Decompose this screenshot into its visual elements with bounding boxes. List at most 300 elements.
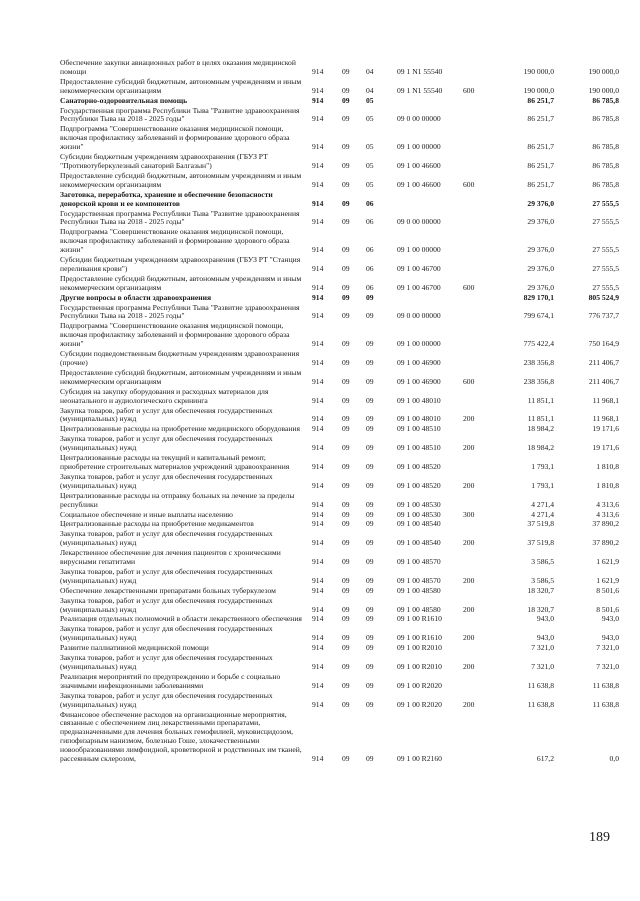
amount-year-1: 4 271,4 bbox=[531, 509, 554, 519]
expense-type-code: 200 bbox=[463, 662, 475, 671]
amount-year-1: 29 376,0 bbox=[527, 282, 554, 292]
grbs-code: 914 bbox=[312, 614, 324, 624]
amount-year-2: 27 555,5 bbox=[592, 245, 619, 255]
item-name: Предоставление субсидий бюджетным, автономным учреждениям и иным некоммерческим организациям bbox=[60, 170, 302, 189]
grbs-code: 914 bbox=[312, 395, 324, 405]
grbs-code: 914 bbox=[312, 557, 324, 567]
amount-year-1: 18 984,2 bbox=[527, 424, 554, 434]
subsection-code: 06 bbox=[366, 263, 374, 273]
expense-type-code: 200 bbox=[463, 633, 475, 643]
section-code: 09 bbox=[342, 699, 350, 709]
section-code: 09 bbox=[342, 754, 350, 764]
amount-year-2: 7 321,0 bbox=[596, 643, 619, 653]
section-code: 09 bbox=[342, 339, 350, 349]
expense-type-code: 200 bbox=[463, 575, 475, 585]
item-name: Санаторно-оздоровительная помощь bbox=[60, 95, 188, 105]
section-code: 09 bbox=[342, 480, 350, 490]
section-code: 09 bbox=[342, 245, 350, 255]
section-code: 09 bbox=[342, 263, 350, 273]
subsection-code: 09 bbox=[366, 292, 374, 302]
amount-year-2: 19 171,6 bbox=[592, 443, 619, 453]
target-article-code: 09 1 00 46900 bbox=[397, 376, 441, 386]
subsection-code: 06 bbox=[366, 245, 374, 255]
expense-type-code: 600 bbox=[463, 376, 475, 386]
amount-year-2: 1 621,9 bbox=[596, 575, 619, 585]
table-row bbox=[60, 691, 620, 710]
target-article-code: 09 1 00 48010 bbox=[397, 414, 441, 424]
subsection-code: 09 bbox=[366, 480, 374, 490]
target-article-code bbox=[395, 293, 463, 303]
amount-year-1: 829 170,1 bbox=[523, 292, 554, 302]
item-name: Предоставление субсидий бюджетным, автономным учреждениям и иным некоммерческим организациям bbox=[60, 273, 302, 292]
target-article-code: 09 1 00 48580 bbox=[397, 585, 441, 595]
item-name: Закупка товаров, работ и услуг для обеспечения государственных (муниципальных) нужд bbox=[60, 405, 273, 424]
section-code: 09 bbox=[342, 198, 350, 208]
target-article-code: 09 1 00 48570 bbox=[397, 557, 441, 567]
target-article-code: 09 1 00 46700 bbox=[397, 263, 441, 273]
target-article-code: 09 1 00 48580 bbox=[397, 604, 441, 614]
amount-year-1: 86 251,7 bbox=[527, 114, 554, 124]
grbs-code: 914 bbox=[312, 604, 324, 614]
page-number: 189 bbox=[589, 830, 610, 845]
target-article-code: 09 1 00 R2010 bbox=[397, 662, 442, 671]
expense-type-code: 200 bbox=[463, 480, 475, 490]
section-code: 09 bbox=[342, 358, 350, 367]
grbs-code: 914 bbox=[312, 339, 324, 349]
expense-type-code: 200 bbox=[463, 604, 475, 614]
subsection-code: 09 bbox=[366, 680, 374, 690]
expense-type-code bbox=[463, 453, 491, 472]
amount-year-1: 7 321,0 bbox=[531, 662, 554, 671]
budget-table bbox=[60, 58, 620, 764]
item-name: Централизованные расходы на текущий и капитальный ремонт, приобретение строительных материалов учреждений здравоохранения bbox=[60, 453, 290, 471]
table-row bbox=[60, 406, 620, 425]
item-name: Реализация мероприятий по предупреждению и борьбе с социально значимыми инфекционными заболеваниями bbox=[60, 671, 281, 690]
section-code: 09 bbox=[342, 424, 350, 434]
expense-type-code bbox=[463, 548, 491, 567]
expense-type-code bbox=[463, 349, 491, 368]
table-row bbox=[60, 274, 620, 293]
amount-year-2: 27 555,5 bbox=[592, 263, 619, 273]
section-code: 09 bbox=[342, 85, 350, 95]
section-code: 09 bbox=[342, 557, 350, 567]
item-name: Лекарственное обеспечение для лечения пациентов с хроническими вирусными гепатитами bbox=[60, 548, 281, 567]
section-code: 09 bbox=[342, 680, 350, 690]
amount-year-2: 776 737,7 bbox=[588, 311, 619, 321]
target-article-code: 09 1 00 R1610 bbox=[397, 614, 442, 624]
subsection-code: 09 bbox=[366, 662, 374, 671]
amount-year-1: 943,0 bbox=[536, 614, 554, 624]
subsection-code: 09 bbox=[366, 754, 374, 764]
item-name: Обеспечение лекарственными препаратами больных туберкулезом bbox=[60, 585, 276, 595]
grbs-code: 914 bbox=[312, 414, 324, 424]
grbs-code: 914 bbox=[312, 282, 324, 292]
item-name: Реализация отдельных полномочий в области лекарственного обеспечения bbox=[60, 614, 302, 624]
subsection-code: 05 bbox=[366, 179, 374, 189]
subsection-code: 09 bbox=[366, 575, 374, 585]
item-name: Субсидия на закупку оборудования и расходных материалов для неонатального и аудиологического скрининга bbox=[60, 386, 269, 405]
amount-year-1: 11 851,1 bbox=[527, 395, 554, 405]
target-article-code bbox=[395, 96, 463, 106]
grbs-code: 914 bbox=[312, 699, 324, 709]
target-article-code: 09 1 N1 55540 bbox=[397, 85, 443, 95]
amount-year-2: 7 321,0 bbox=[596, 662, 619, 671]
subsection-code: 09 bbox=[366, 614, 374, 624]
section-code: 09 bbox=[342, 443, 350, 453]
grbs-code: 914 bbox=[312, 198, 324, 208]
amount-year-2: 86 785,8 bbox=[592, 160, 619, 170]
section-code: 09 bbox=[342, 499, 350, 509]
section-code: 09 bbox=[342, 292, 350, 302]
amount-year-2: 37 890,2 bbox=[592, 519, 619, 529]
expense-type-code: 200 bbox=[463, 414, 475, 424]
amount-year-1: 86 251,7 bbox=[527, 179, 554, 189]
table-row bbox=[60, 96, 620, 106]
item-name: Субсидии бюджетным учреждениям здравоохранения (ГБУЗ РТ "Противотуберкулезный санаторий Балгазын") bbox=[60, 152, 268, 170]
table-row bbox=[60, 293, 620, 303]
amount-year-2: 0,0 bbox=[609, 754, 619, 764]
amount-year-1: 29 376,0 bbox=[527, 217, 554, 227]
grbs-code: 914 bbox=[312, 114, 324, 124]
subsection-code: 09 bbox=[366, 443, 374, 453]
table-row bbox=[60, 491, 620, 510]
section-code: 09 bbox=[342, 538, 350, 548]
expense-type-code bbox=[463, 586, 491, 596]
item-name: Закупка товаров, работ и услуг для обеспечения государственных (муниципальных) нужд bbox=[60, 624, 273, 643]
amount-year-2: 805 524,9 bbox=[588, 292, 619, 302]
grbs-code: 914 bbox=[312, 358, 324, 367]
grbs-code: 914 bbox=[312, 754, 324, 764]
expense-type-code: 200 bbox=[463, 443, 475, 453]
amount-year-1: 18 984,2 bbox=[527, 443, 554, 453]
table-row bbox=[60, 614, 620, 624]
expense-type-code bbox=[463, 710, 491, 764]
subsection-code: 09 bbox=[366, 376, 374, 386]
item-name: Централизованные расходы на отправку больных на лечение за пределы республики bbox=[60, 490, 295, 509]
grbs-code: 914 bbox=[312, 443, 324, 453]
budget-table-container bbox=[60, 58, 620, 764]
table-row bbox=[60, 303, 620, 322]
subsection-code: 06 bbox=[366, 217, 374, 227]
amount-year-1: 775 422,4 bbox=[523, 339, 554, 349]
table-row bbox=[60, 434, 620, 453]
target-article-code: 09 1 00 48570 bbox=[397, 575, 441, 585]
expense-type-code bbox=[463, 124, 491, 152]
amount-year-1: 3 586,5 bbox=[531, 575, 554, 585]
section-code: 09 bbox=[342, 114, 350, 124]
target-article-code: 09 1 00 48530 bbox=[397, 509, 441, 519]
expense-type-code bbox=[463, 321, 491, 349]
grbs-code: 914 bbox=[312, 575, 324, 585]
grbs-code: 914 bbox=[312, 292, 324, 302]
item-name: Закупка товаров, работ и услуг для обеспечения государственных (муниципальных) нужд bbox=[60, 653, 273, 671]
amount-year-1: 86 251,7 bbox=[527, 142, 554, 152]
item-name: Централизованные расходы на приобретение медицинского оборудования bbox=[60, 424, 300, 434]
table-row bbox=[60, 77, 620, 96]
table-row bbox=[60, 424, 620, 434]
target-article-code: 09 1 00 R1610 bbox=[397, 633, 442, 643]
amount-year-1: 3 586,5 bbox=[531, 557, 554, 567]
expense-type-code bbox=[463, 190, 491, 209]
amount-year-1: 86 251,7 bbox=[527, 160, 554, 170]
section-code: 09 bbox=[342, 142, 350, 152]
expense-type-code bbox=[463, 387, 491, 406]
section-code: 09 bbox=[342, 95, 350, 105]
grbs-code: 914 bbox=[312, 538, 324, 548]
item-name: Обеспечение закупки авиационных работ в целях оказания медицинской помощи bbox=[60, 58, 296, 76]
table-row bbox=[60, 190, 620, 209]
target-article-code: 09 1 00 R2020 bbox=[397, 680, 442, 690]
subsection-code: 05 bbox=[366, 160, 374, 170]
amount-year-2: 943,0 bbox=[601, 633, 619, 643]
table-row bbox=[60, 624, 620, 643]
grbs-code: 914 bbox=[312, 179, 324, 189]
table-row bbox=[60, 209, 620, 228]
table-row bbox=[60, 548, 620, 567]
item-name: Закупка товаров, работ и услуг для обеспечения государственных (муниципальных) нужд bbox=[60, 595, 273, 614]
grbs-code: 914 bbox=[312, 461, 324, 471]
expense-type-code bbox=[463, 424, 491, 434]
table-row bbox=[60, 596, 620, 615]
expense-type-code bbox=[463, 106, 491, 125]
subsection-code: 09 bbox=[366, 395, 374, 405]
subsection-code: 09 bbox=[366, 499, 374, 509]
grbs-code: 914 bbox=[312, 217, 324, 227]
item-name: Централизованные расходы на приобретение медикаментов bbox=[60, 519, 254, 529]
subsection-code: 09 bbox=[366, 424, 374, 434]
table-row bbox=[60, 529, 620, 548]
table-row bbox=[60, 567, 620, 586]
subsection-code: 05 bbox=[366, 114, 374, 124]
item-name: Заготовка, переработка, хранение и обеспечение безопасности донорской крови и ее компонентов bbox=[60, 189, 273, 208]
expense-type-code bbox=[463, 255, 491, 274]
expense-type-code bbox=[463, 58, 491, 77]
target-article-code bbox=[395, 190, 463, 209]
item-name: Развитие паллиативной медицинской помощи bbox=[60, 643, 209, 653]
amount-year-1: 4 271,4 bbox=[531, 499, 554, 509]
amount-year-1: 11 638,8 bbox=[527, 699, 554, 709]
subsection-code: 09 bbox=[366, 585, 374, 595]
amount-year-1: 11 638,8 bbox=[527, 680, 554, 690]
amount-year-2: 8 501,6 bbox=[596, 585, 619, 595]
amount-year-2: 190 000,0 bbox=[588, 85, 619, 95]
expense-type-code bbox=[463, 209, 491, 228]
amount-year-1: 1 793,1 bbox=[531, 480, 554, 490]
section-code: 09 bbox=[342, 575, 350, 585]
item-name: Закупка товаров, работ и услуг для обеспечения государственных (муниципальных) нужд bbox=[60, 690, 273, 709]
target-article-code: 09 1 N1 55540 bbox=[397, 66, 443, 76]
grbs-code: 914 bbox=[312, 643, 324, 653]
target-article-code: 09 1 00 48530 bbox=[397, 499, 441, 509]
subsection-code: 04 bbox=[366, 66, 374, 76]
subsection-code: 09 bbox=[366, 519, 374, 529]
table-row bbox=[60, 58, 620, 77]
subsection-code: 06 bbox=[366, 198, 374, 208]
amount-year-1: 617,2 bbox=[536, 754, 554, 764]
item-name: Государственная программа Республики Тыва "Развитие здравоохранения Республики Тыва на 2018 - 2025 годы" bbox=[60, 208, 300, 227]
target-article-code: 09 0 00 00000 bbox=[397, 114, 441, 124]
expense-type-code bbox=[463, 96, 491, 106]
grbs-code: 914 bbox=[312, 499, 324, 509]
target-article-code: 09 1 00 00000 bbox=[397, 142, 441, 152]
amount-year-1: 37 519,8 bbox=[527, 538, 554, 548]
target-article-code: 09 1 00 48010 bbox=[397, 395, 441, 405]
table-row bbox=[60, 672, 620, 691]
subsection-code: 09 bbox=[366, 557, 374, 567]
expense-type-code: 200 bbox=[463, 699, 475, 709]
amount-year-1: 943,0 bbox=[536, 633, 554, 643]
amount-year-2: 943,0 bbox=[601, 614, 619, 624]
subsection-code: 05 bbox=[366, 95, 374, 105]
grbs-code: 914 bbox=[312, 519, 324, 529]
item-name: Субсидии подведомственным бюджетным учреждениям здравоохранения (прочие) bbox=[60, 349, 300, 367]
amount-year-1: 18 320,7 bbox=[527, 604, 554, 614]
amount-year-1: 799 674,1 bbox=[523, 311, 554, 321]
amount-year-1: 238 356,8 bbox=[523, 358, 554, 367]
target-article-code: 09 1 00 46600 bbox=[397, 160, 441, 170]
amount-year-2: 211 406,7 bbox=[588, 358, 619, 367]
target-article-code: 09 1 00 46700 bbox=[397, 282, 441, 292]
expense-type-code: 600 bbox=[463, 282, 475, 292]
section-code: 09 bbox=[342, 614, 350, 624]
table-row bbox=[60, 710, 620, 764]
table-row bbox=[60, 510, 620, 520]
section-code: 09 bbox=[342, 662, 350, 671]
grbs-code: 914 bbox=[312, 311, 324, 321]
grbs-code: 914 bbox=[312, 263, 324, 273]
grbs-code: 914 bbox=[312, 376, 324, 386]
target-article-code: 09 1 00 R2020 bbox=[397, 699, 442, 709]
amount-year-2: 8 501,6 bbox=[596, 604, 619, 614]
table-row bbox=[60, 106, 620, 125]
target-article-code: 09 1 00 00000 bbox=[397, 339, 441, 349]
subsection-code: 09 bbox=[366, 699, 374, 709]
grbs-code: 914 bbox=[312, 85, 324, 95]
section-code: 09 bbox=[342, 160, 350, 170]
section-code: 09 bbox=[342, 414, 350, 424]
amount-year-2: 86 785,8 bbox=[592, 179, 619, 189]
expense-type-code: 300 bbox=[463, 509, 475, 519]
expense-type-code bbox=[463, 672, 491, 691]
expense-type-code bbox=[463, 614, 491, 624]
grbs-code: 914 bbox=[312, 585, 324, 595]
amount-year-2: 37 890,2 bbox=[592, 538, 619, 548]
grbs-code: 914 bbox=[312, 662, 324, 671]
expense-type-code bbox=[463, 227, 491, 255]
budget-table-body bbox=[60, 58, 620, 764]
section-code: 09 bbox=[342, 604, 350, 614]
amount-year-2: 86 785,8 bbox=[592, 95, 619, 105]
expense-type-code: 600 bbox=[463, 85, 475, 95]
amount-year-1: 18 320,7 bbox=[527, 585, 554, 595]
grbs-code: 914 bbox=[312, 66, 324, 76]
item-name: Закупка товаров, работ и услуг для обеспечения государственных (муниципальных) нужд bbox=[60, 566, 273, 585]
amount-year-2: 27 555,5 bbox=[592, 217, 619, 227]
target-article-code: 09 0 00 00000 bbox=[397, 311, 441, 321]
target-article-code: 09 1 00 48540 bbox=[397, 519, 441, 529]
table-row bbox=[60, 519, 620, 529]
expense-type-code bbox=[463, 152, 491, 171]
subsection-code: 05 bbox=[366, 142, 374, 152]
table-row bbox=[60, 586, 620, 596]
expense-type-code bbox=[463, 303, 491, 322]
target-article-code: 09 1 00 46600 bbox=[397, 179, 441, 189]
section-code: 09 bbox=[342, 217, 350, 227]
amount-year-1: 29 376,0 bbox=[527, 263, 554, 273]
amount-year-2: 1 810,8 bbox=[596, 461, 619, 471]
target-article-code: 09 1 00 48520 bbox=[397, 480, 441, 490]
table-row bbox=[60, 227, 620, 255]
item-name: Предоставление субсидий бюджетным, автономным учреждениям и иным некоммерческим организациям bbox=[60, 367, 302, 386]
item-name: Подпрограмма "Совершенствование оказания медицинской помощи, включая профилактику заболеваний и формирование здорового образа жизни" bbox=[60, 321, 290, 349]
target-article-code: 09 1 00 48510 bbox=[397, 424, 441, 434]
subsection-code: 09 bbox=[366, 643, 374, 653]
grbs-code: 914 bbox=[312, 424, 324, 434]
target-article-code: 09 1 00 48510 bbox=[397, 443, 441, 453]
amount-year-2: 4 313,6 bbox=[596, 509, 619, 519]
grbs-code: 914 bbox=[312, 142, 324, 152]
target-article-code: 09 0 00 00000 bbox=[397, 217, 441, 227]
item-name: Государственная программа Республики Тыва "Развитие здравоохранения Республики Тыва на 2018 - 2025 годы" bbox=[60, 302, 300, 321]
target-article-code: 09 1 00 46900 bbox=[397, 358, 441, 367]
target-article-code: 09 1 00 00000 bbox=[397, 245, 441, 255]
table-row bbox=[60, 653, 620, 672]
table-row bbox=[60, 321, 620, 349]
expense-type-code bbox=[463, 293, 491, 303]
subsection-code: 09 bbox=[366, 604, 374, 614]
section-code: 09 bbox=[342, 509, 350, 519]
table-row bbox=[60, 453, 620, 472]
item-name: Подпрограмма "Совершенствование оказания медицинской помощи, включая профилактику заболеваний и формирование здорового образа жизни" bbox=[60, 227, 290, 255]
subsection-code: 09 bbox=[366, 461, 374, 471]
amount-year-1: 238 356,8 bbox=[523, 376, 554, 386]
target-article-code: 09 1 00 R2160 bbox=[397, 754, 442, 764]
amount-year-1: 86 251,7 bbox=[527, 95, 554, 105]
amount-year-2: 1 621,9 bbox=[596, 557, 619, 567]
amount-year-2: 27 555,5 bbox=[592, 198, 619, 208]
grbs-code: 914 bbox=[312, 633, 324, 643]
section-code: 09 bbox=[342, 311, 350, 321]
section-code: 09 bbox=[342, 66, 350, 76]
amount-year-2: 86 785,8 bbox=[592, 114, 619, 124]
subsection-code: 09 bbox=[366, 311, 374, 321]
amount-year-2: 86 785,8 bbox=[592, 142, 619, 152]
subsection-code: 09 bbox=[366, 538, 374, 548]
expense-type-code bbox=[463, 519, 491, 529]
expense-type-code bbox=[463, 491, 491, 510]
amount-year-1: 1 793,1 bbox=[531, 461, 554, 471]
item-name: Другие вопросы в области здравоохранения bbox=[60, 292, 212, 302]
section-code: 09 bbox=[342, 179, 350, 189]
section-code: 09 bbox=[342, 519, 350, 529]
expense-type-code: 200 bbox=[463, 538, 475, 548]
amount-year-1: 29 376,0 bbox=[527, 245, 554, 255]
target-article-code: 09 1 00 48520 bbox=[397, 461, 441, 471]
item-name: Закупка товаров, работ и услуг для обеспечения государственных (муниципальных) нужд bbox=[60, 529, 273, 548]
item-name: Подпрограмма "Совершенствование оказания медицинской помощи, включая профилактику заболеваний и формирование здорового образа жизни" bbox=[60, 124, 290, 152]
amount-year-2: 19 171,6 bbox=[592, 424, 619, 434]
target-article-code: 09 1 00 48540 bbox=[397, 538, 441, 548]
amount-year-1: 7 321,0 bbox=[531, 643, 554, 653]
subsection-code: 09 bbox=[366, 339, 374, 349]
amount-year-2: 27 555,5 bbox=[592, 282, 619, 292]
amount-year-2: 11 968,1 bbox=[592, 414, 619, 424]
amount-year-2: 750 164,9 bbox=[588, 339, 619, 349]
amount-year-2: 1 810,8 bbox=[596, 480, 619, 490]
item-name: Субсидии бюджетным учреждениям здравоохранения (ГБУЗ РТ "Станция переливания крови") bbox=[60, 255, 301, 273]
expense-type-code bbox=[463, 643, 491, 653]
grbs-code: 914 bbox=[312, 160, 324, 170]
